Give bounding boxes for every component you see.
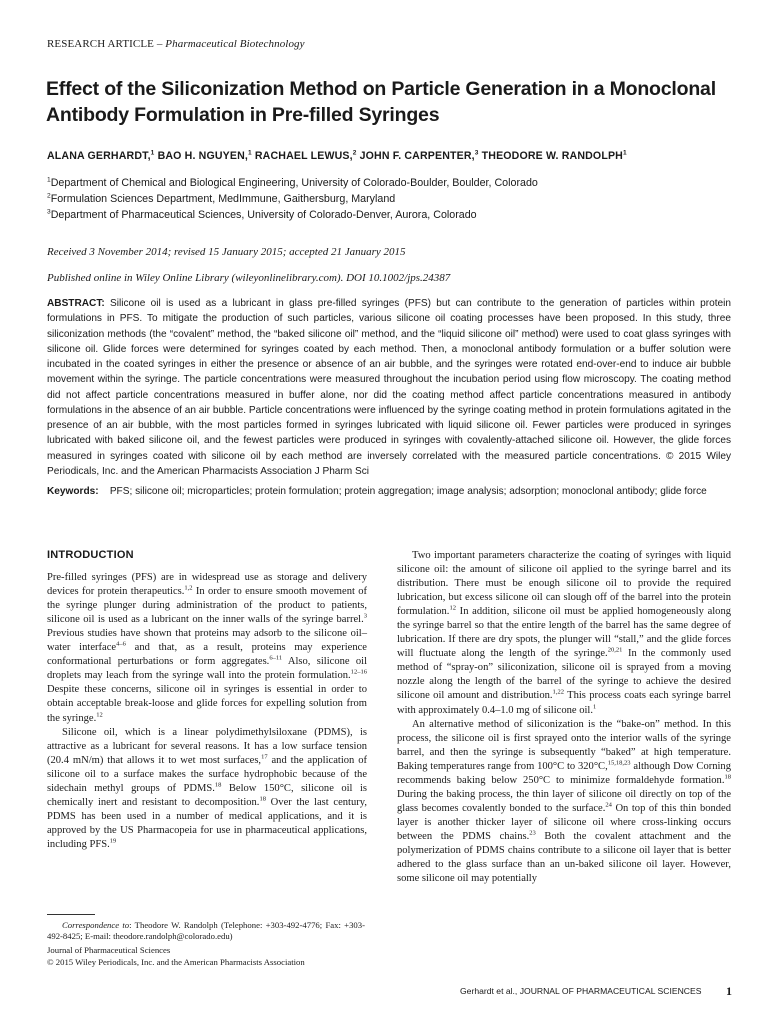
citation-ref: 6–11: [269, 654, 283, 662]
body-column-left: [47, 548, 367, 852]
running-head: Gerhardt et al., JOURNAL OF PHARMACEUTICAL SCIENCES: [460, 986, 702, 996]
paragraph: An alternative method of siliconization is the “bake-on” method. In this process, the silicone oil is first sprayed onto the interior walls of the syringe barrel, and then the syringe is subsequently “baked” at high temperature. Baking temperatures range from 100°C to 320°C,$^{15,18,23}$ although Dow Corning recommends baking below 250°C to minimize formaldehyde formation.$^{18}$ During the baking process, the thin layer of silicone oil directly on top of the glass becomes covalently bonded to the surface.$^{24}$ On top of this thin bonded layer is another thicker layer of silicone oil where cross-linking occurs between the PDMS chains.$^{23}$ Both the covalent attachment and the polymerization of PDMS chains contribute to a silicone oil layer that is better adhered to the glass surface than an un-baked silicone oil layer. However, some silicone oil may potentially: [397, 718, 731, 885]
affiliation: [47, 175, 727, 191]
citation-ref: 24: [605, 801, 612, 809]
citation-ref: 23: [529, 829, 536, 837]
affiliation-list: [47, 175, 727, 223]
author-affiliation-ref: 1: [247, 149, 252, 157]
journal-section: Pharmaceutical Biotechnology: [165, 38, 305, 50]
correspondence-label: Correspondence to: [62, 920, 130, 930]
abstract: [47, 296, 731, 479]
journal-name: Journal of Pharmaceutical Sciences: [47, 945, 171, 956]
affiliation-number: 3: [47, 208, 51, 216]
publication-info: Published online in Wiley Online Library (wileyonlinelibrary.com). DOI 10.1002/jps.24387: [47, 272, 451, 284]
affiliation: [47, 191, 727, 207]
article-title: Effect of the Siliconization Method on Particle Generation in a Monoclonal Antibody Formulation in Pre-filled Syringes: [46, 78, 716, 126]
citation-ref: 3: [363, 612, 367, 620]
section-heading-introduction: INTRODUCTION: [47, 549, 134, 561]
author-name: RACHAEL LEWUS,$^2$: [254, 149, 357, 162]
page-footer: [460, 986, 732, 996]
article-section-label: [47, 38, 305, 50]
affiliation: [47, 207, 727, 223]
author-affiliation-ref: 3: [474, 149, 479, 157]
affiliation-number: 1: [47, 176, 51, 184]
citation-ref: 20,21: [607, 646, 623, 654]
abstract-label: ABSTRACT:: [47, 298, 105, 309]
author-affiliation-ref: 1: [150, 149, 155, 157]
citation-ref: 18: [214, 781, 222, 789]
body-column-right: [397, 549, 731, 886]
citation-ref: 12: [449, 604, 456, 612]
paragraph: Pre-filled syringes (PFS) are in widespread use as storage and delivery devices for protein therapeutics.$^{1,2}$ In order to ensure smooth movement of the syringe plunger during administration of the product to patients, silicone oil is used as a lubricant on the inner walls of the syringe barrel.$^3$ Previous studies have shown that proteins may adsorb to the silicone oil–water interface$^{4-6}$ and that, as a result, proteins may experience conformational perturbations or form aggregates.$^{6-11}$ Also, silicone oil droplets may leach from the syringe wall into the protein formulation.$^{12-16}$ Despite these concerns, silicone oil in syringes is essential in order to obtain acceptable break-loose and glide forces for expelling solution from the syringe.$^{12}$: [47, 572, 368, 724]
page-number: 1: [726, 984, 732, 998]
citation-ref: 1,2: [184, 584, 193, 592]
citation-ref: 18: [259, 795, 266, 803]
keywords-text: PFS; silicone oil; microparticles; protein formulation; protein aggregation; image analysis; adsorption; monoclonal antibody; glide force: [109, 486, 707, 497]
keywords-label: Keywords:: [47, 486, 99, 497]
author-name: JOHN F. CARPENTER,$^3$: [359, 149, 479, 162]
citation-ref: 18: [724, 773, 731, 781]
footnotes: [47, 920, 365, 968]
citation-ref: 1: [592, 703, 597, 710]
author-affiliation-ref: 2: [352, 149, 357, 157]
correspondence-note: [47, 920, 365, 942]
correspondence-text: : Theodore W. Randolph (Telephone: +303-492-4776; Fax: +303-492-8425; E-mail: theodore.randolph@colorado.edu): [47, 920, 365, 942]
received-dates: Received 3 November 2014; revised 15 January 2015; accepted 21 January 2015: [47, 246, 406, 258]
abstract-text: Silicone oil is used as a lubricant in glass pre-filled syringes (PFS) but can contribute to the generation of particles within protein formulations in PFS. To mitigate the production of such particles, various silicone oil coating processes have been proposed. In this study, three siliconization methods (the “covalent” method, the “baked silicone oil” method, and the “liquid silicone oil” method) were used to coat glass syringes with silicone oil. Glide forces were determined for syringes coated by each method. Then, a monoclonal antibody formulation or a buffer solution were incubated in the coated syringes in either the presence or absence of an air bubble, and the syringes were rotated end-over-end to induce air bubble movement within the syringe. The particle concentrations were measured throughout the incubation period using flow microscopy. The coating method did not affect particle concentrations measured in buffer alone, nor did the coating method affect particle concentrations measured in antibody formulations in the absence of an air bubble. Particle concentrations were influenced by the syringe coating method in protein formulations agitated in the presence of an air bubble, with the most particles formed in syringes lubricated with liquid silicone oil. Fewer particles were produced in syringes lubricated with baked silicone oil, and the fewest particles were produced in syringes with covalently-attached silicone oil. However, the glide forces measured in syringes coated with silicone oil by each method are inversely correlated with the measured particle concentrations. © 2015 Wiley Periodicals, Inc. and the American Pharmacists Association J Pharm Sci: [47, 298, 731, 477]
article-history: [47, 239, 737, 291]
author-name: ALANA GERHARDT,$^1$: [47, 149, 155, 162]
copyright-notice: © 2015 Wiley Periodicals, Inc. and the American Pharmacists Association: [47, 956, 305, 967]
author-name: THEODORE W. RANDOLPH$^1$: [481, 149, 627, 162]
section-type: RESEARCH ARTICLE –: [47, 38, 163, 50]
affiliation-text: Department of Pharmaceutical Sciences, University of Colorado-Denver, Aurora, Colorado: [50, 209, 477, 221]
affiliation-text: Department of Chemical and Biological Engineering, University of Colorado-Boulder, Boulder, Colorado: [50, 177, 538, 189]
citation-ref: 17: [261, 753, 268, 761]
citation-ref: 1,22: [552, 688, 564, 696]
citation-ref: 12: [96, 711, 103, 718]
citation-ref: 12–16: [350, 668, 367, 676]
paragraph: Two important parameters characterize the coating of syringes with liquid silicone oil: the amount of silicone oil applied to the syringe barrel and its distribution. There must be enough silicone oil to provide the required lubrication, but excess silicone oil can slough off of the barrel into the protein formulation.$^{12}$ In addition, silicone oil must be applied homogeneously along the syringe barrel so that the entire length of the barrel has the same degree of lubrication. If there are dry spots, the plunger will “stall,” and the glide forces will fluctuate along the length of the syringe.$^{20,21}$ In the commonly used method of “spray-on” siliconization, silicone oil is sprayed from a moving nozzle along the length of the barrel of the syringe to achieve the desired silicone oil amount and distribution.$^{1,22}$ This process coats each syringe barrel with approximately 0.4–1.0 mg of silicone oil.$^1$: [397, 550, 731, 716]
citation-ref: 19: [109, 837, 117, 845]
paragraph: Silicone oil, which is a linear polydimethylsiloxane (PDMS), is attractive as a lubricant for several reasons. It has a low surface tension (20.4 mN/m) that allows it to wet most surfaces,$^{17}$ and the application of silicone oil to a surface makes the surface hydrophobic because of the sidechain methyl groups of PDMS.$^{18}$ Below 150°C, silicone oil is chemically inert and resistant to decomposition.$^{18}$ Over the last century, PDMS has been used in a number of medical applications, and it is approved by the US Pharmacopeia for use in pharmaceutical applications, including PFS.$^{19}$: [47, 726, 367, 850]
citation-ref: 4–6: [116, 640, 126, 648]
author-name: BAO H. NGUYEN,$^1$: [157, 149, 252, 162]
author-affiliation-ref: 1: [622, 149, 627, 157]
keywords: [47, 484, 731, 499]
affiliation-text: Formulation Sciences Department, MedImmune, Gaithersburg, Maryland: [50, 193, 396, 205]
citation-ref: 15,18,23: [607, 759, 631, 767]
affiliation-number: 2: [47, 192, 51, 200]
author-list: [47, 150, 727, 162]
footnote-rule: [47, 914, 95, 915]
